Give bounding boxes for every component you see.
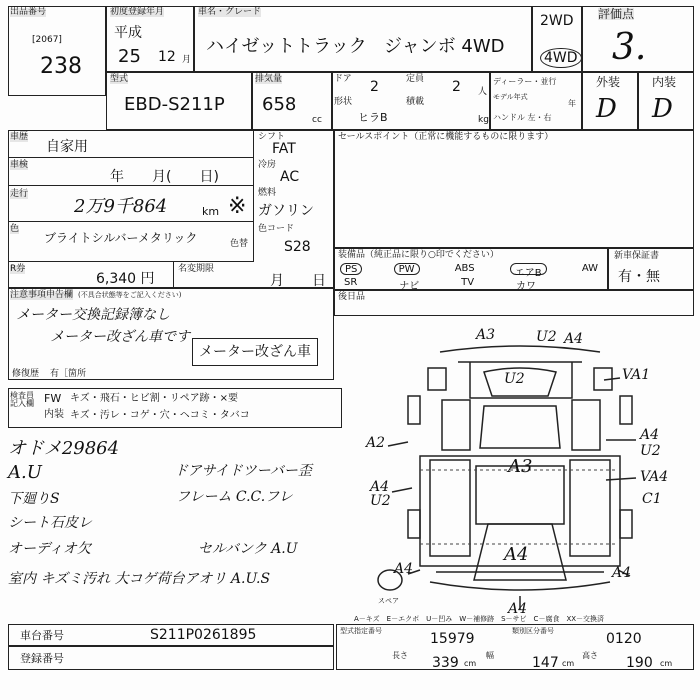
drive-4wd: 4WD bbox=[540, 48, 582, 68]
diagram-label: VA4 bbox=[640, 469, 669, 485]
diagram-label: U2 bbox=[536, 329, 557, 345]
diagram-label: A4 bbox=[564, 331, 584, 347]
model-name: ハイゼットトラック bbox=[206, 36, 367, 57]
lot-number: 238 bbox=[40, 54, 82, 79]
load-label: 積載 bbox=[406, 97, 425, 107]
shape-value: ヒラB bbox=[358, 111, 388, 124]
eval-score: 3. bbox=[612, 27, 647, 68]
first-reg-label: 初度登録年月 bbox=[110, 7, 165, 17]
inspector-label: 検査員記入欄 bbox=[10, 391, 34, 408]
capacity-unit: 人 bbox=[478, 87, 488, 97]
diagram-label: A4 bbox=[394, 561, 414, 577]
color-value: ブライトシルバーメタリック bbox=[44, 231, 198, 245]
diagram-label: U2 bbox=[370, 493, 391, 509]
color-label: 色 bbox=[10, 224, 20, 234]
chassis-value: S211P0261895 bbox=[150, 627, 257, 643]
displacement-value: 658 bbox=[262, 94, 297, 115]
recycle-value: 6,340 円 bbox=[96, 271, 155, 287]
doors-label: ドア bbox=[334, 74, 352, 84]
notes-sub: (不具合状態等をご記入ください) bbox=[78, 291, 182, 299]
fuel-label: 燃料 bbox=[258, 188, 277, 198]
equipment-item: PS bbox=[340, 263, 362, 275]
displacement-label: 排気量 bbox=[255, 74, 283, 84]
spare-label: スペア bbox=[378, 597, 399, 605]
class-value: 0120 bbox=[606, 631, 642, 647]
load-unit: kg bbox=[478, 115, 489, 125]
registration-label: 登録番号 bbox=[20, 652, 64, 665]
diagram-label: A4 bbox=[370, 479, 390, 495]
equipment-item: ナビ bbox=[399, 281, 420, 292]
lot-number-box bbox=[8, 6, 106, 96]
type-code-value: 15979 bbox=[430, 631, 475, 647]
inspector-in-marks: キズ・汚レ・コゲ・穴・ヘコミ・タバコ bbox=[70, 410, 250, 421]
recycle-label: R券 bbox=[10, 264, 26, 274]
lot-label: 出品番号 bbox=[10, 7, 47, 17]
eval-label: 評価点 bbox=[598, 7, 635, 21]
hw-line-1: オドメ29864 bbox=[8, 438, 120, 459]
model-label: 車名・グレード bbox=[198, 7, 262, 17]
ac-label: 冷房 bbox=[258, 160, 277, 170]
damage-legend: A－キズ E－エクボ U－凹み W－補修跡 S－サビ C－腐食 XX－交換済 bbox=[354, 615, 605, 623]
chassis-label: 車台番号 bbox=[20, 629, 64, 642]
diagram-label: A3 bbox=[476, 327, 496, 343]
color-code-label: 色コード bbox=[258, 224, 295, 234]
inspector-fw: FW bbox=[44, 392, 62, 405]
inspector-fw-marks: キズ・飛石・ヒビ割・リペア跡・×要 bbox=[70, 393, 238, 404]
note-handwritten-2: メーター改ざん車です bbox=[50, 329, 190, 345]
warranty-label: 新車保証書 bbox=[614, 251, 660, 261]
hw-line-2: A.U bbox=[8, 462, 42, 483]
diagram-label: VA1 bbox=[622, 367, 651, 383]
height-unit: cm bbox=[660, 659, 673, 668]
equipment-item: TV bbox=[461, 277, 475, 288]
color-code-value: S28 bbox=[284, 239, 311, 255]
hw-line-4: シート石皮レ bbox=[8, 515, 92, 531]
diagram-label: A4 bbox=[504, 544, 529, 565]
diagram-label: U2 bbox=[640, 443, 661, 459]
length-unit: cm bbox=[464, 659, 477, 668]
mileage-label: 走行 bbox=[10, 189, 29, 199]
meter-tamper-stamp: メーター改ざん車 bbox=[192, 338, 318, 366]
length-value: 339 bbox=[432, 655, 459, 671]
displacement-unit: cc bbox=[312, 115, 322, 125]
inspection-label: 車検 bbox=[10, 160, 29, 170]
year-unit: 年 bbox=[568, 99, 576, 108]
reg-month-unit: 月 bbox=[182, 55, 192, 65]
mileage-value: 2万9千864 bbox=[74, 196, 168, 217]
history-cell bbox=[8, 130, 254, 158]
equipment-item: SR bbox=[344, 277, 358, 288]
inspection-value: 年 月( 日) bbox=[110, 169, 219, 185]
era: 平成 bbox=[114, 25, 142, 41]
equipment-item: ABS bbox=[454, 263, 475, 274]
lot-sub: [2067] bbox=[32, 35, 62, 45]
type-code-label: 型式指定番号 bbox=[340, 627, 382, 635]
height-label: 高さ bbox=[582, 651, 598, 660]
diagram-label: U2 bbox=[504, 371, 525, 387]
class-label: 類別区分番号 bbox=[512, 627, 554, 635]
width-value: 147 bbox=[532, 655, 559, 671]
hw-line-3: 下廻りS bbox=[8, 491, 60, 507]
mileage-mark: ※ bbox=[228, 194, 247, 219]
width-unit: cm bbox=[562, 659, 575, 668]
aftermarket-label: 後日品 bbox=[338, 292, 366, 302]
notes-label: 注意事項申告欄 bbox=[10, 290, 74, 300]
repair-value: 有［箇所 bbox=[50, 369, 87, 379]
sales-point-label: セールスポイント（正常に機能するものに限ります） bbox=[338, 132, 554, 142]
repair-label: 修復歴 bbox=[12, 369, 40, 379]
shift-value: FAT bbox=[272, 141, 296, 157]
mileage-unit: km bbox=[202, 205, 220, 218]
name-change-label: 名変期限 bbox=[178, 264, 215, 274]
diagram-label: C1 bbox=[642, 491, 662, 507]
hw-line-5: オーディオ欠 bbox=[8, 541, 91, 557]
fuel-value: ガソリン bbox=[258, 203, 314, 219]
name-change-value: 月 日 bbox=[270, 273, 326, 289]
capacity-value: 2 bbox=[452, 79, 461, 95]
history-value: 自家用 bbox=[46, 139, 88, 155]
drive-2wd: 2WD bbox=[540, 13, 574, 29]
warranty-value: 有・無 bbox=[618, 269, 660, 285]
equipment-row-2 bbox=[340, 277, 540, 292]
aftermarket-box bbox=[334, 290, 694, 316]
interior-grade: D bbox=[652, 94, 673, 124]
diagram-label: A4 bbox=[508, 601, 528, 617]
height-value: 190 bbox=[626, 655, 653, 671]
equipment-item: エアB bbox=[510, 263, 547, 275]
note-handwritten-1: メーター交換記録簿なし bbox=[16, 307, 170, 323]
interior-label: 内装 bbox=[652, 75, 677, 89]
hw-line-9: セルバンク A.U bbox=[198, 541, 298, 557]
exterior-label: 外装 bbox=[596, 75, 621, 89]
exterior-grade: D bbox=[596, 94, 617, 124]
sales-point-box bbox=[334, 130, 694, 248]
model-year-label: モデル年式 bbox=[493, 93, 528, 101]
color-change-label: 色替 bbox=[230, 239, 249, 249]
shape-label: 形状 bbox=[334, 97, 353, 107]
diagram-label: A4 bbox=[612, 565, 632, 581]
equipment-item: カワ bbox=[515, 281, 536, 292]
type-label: 型式 bbox=[110, 74, 129, 84]
shift-label: シフト bbox=[258, 132, 286, 142]
handle-label: ハンドル 左・右 bbox=[493, 113, 552, 122]
type-value: EBD-S211P bbox=[124, 94, 225, 115]
hw-line-6: 室内 キズミ汚れ 大コゲ荷台アオリ A.U.S bbox=[8, 571, 271, 587]
ac-value: AC bbox=[280, 169, 300, 185]
equipment-label: 装備品（純正品に限り○印でください） bbox=[338, 250, 499, 260]
diagram-label: A2 bbox=[366, 435, 386, 451]
equipment-item: AW bbox=[581, 263, 598, 274]
capacity-label: 定員 bbox=[406, 74, 425, 84]
diagram-label: A3 bbox=[508, 456, 533, 477]
dealer-label: ディーラー・並行 bbox=[493, 77, 557, 86]
equipment-item: PW bbox=[394, 263, 420, 275]
inspector-in: 内装 bbox=[44, 409, 64, 420]
reg-month: 12 bbox=[158, 49, 176, 65]
doors-value: 2 bbox=[370, 79, 379, 95]
hw-line-8: フレーム C.C.フレ bbox=[176, 489, 293, 505]
width-label: 幅 bbox=[486, 651, 494, 660]
hw-line-7: ドアサイドツーバー歪 bbox=[174, 463, 312, 479]
length-label: 長さ bbox=[392, 651, 408, 660]
history-label: 車歴 bbox=[10, 132, 29, 142]
reg-year: 25 bbox=[118, 46, 141, 67]
grade: ジャンボ 4WD bbox=[384, 36, 505, 57]
equipment-row-1 bbox=[340, 263, 602, 279]
diagram-label: A4 bbox=[640, 427, 660, 443]
